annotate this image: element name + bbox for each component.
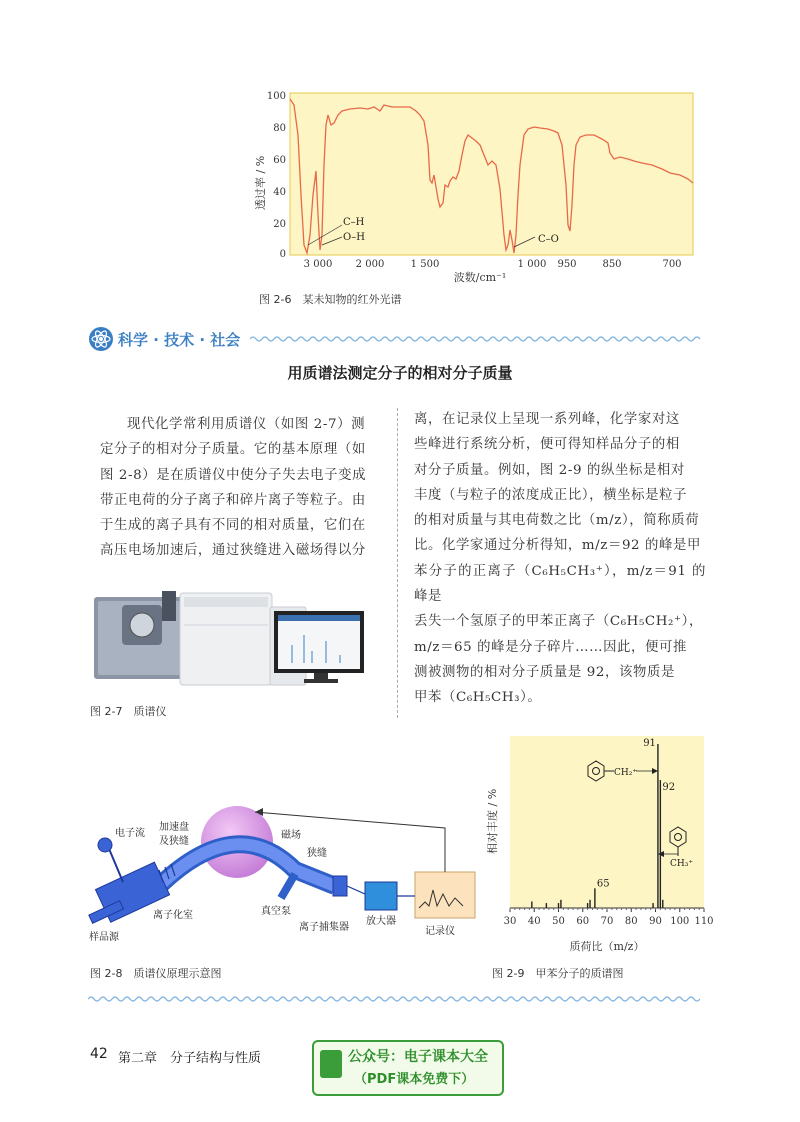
mass-spectrum-chart — [480, 730, 720, 960]
label-sample: 样品源 — [89, 932, 119, 943]
label-electron-flow: 电子流 — [115, 828, 145, 839]
label-accel: 加速盘 — [159, 822, 189, 833]
text-line: 甲苯（C₆H₅CH₃）。 — [414, 690, 542, 706]
column-divider — [397, 408, 398, 718]
label-collector: 离子捕集器 — [299, 922, 349, 933]
ir-xtick: 950 — [557, 259, 577, 270]
ion-collector — [333, 876, 347, 896]
ms-xlabel: 质荷比（m/z） — [569, 940, 645, 953]
text-line: 定分子的相对分子质量。它的基本原理（如 — [100, 442, 366, 458]
ms-xtick-label: 80 — [624, 916, 638, 927]
ir-ytick: 20 — [273, 219, 286, 230]
ir-x-axis — [304, 259, 682, 270]
text-line: 测被测物的相对分子质量是 92，该物质是 — [414, 664, 675, 680]
ir-ytick: 80 — [273, 123, 286, 134]
ms-xtick-label: 70 — [600, 916, 614, 927]
text-line: 现代化学常利用质谱仪（如图 2-7）测 — [127, 417, 366, 432]
ms-xtick-label: 30 — [503, 916, 517, 927]
ir-ann-oh: O–H — [343, 232, 365, 243]
atom-icon — [88, 326, 114, 352]
ir-ylabel: 透过率 / % — [254, 155, 267, 210]
watermark-stamp — [312, 1040, 504, 1096]
left-paragraph — [100, 412, 382, 564]
page-number: 42 — [90, 1046, 108, 1062]
text-line: 丰度（与粒子的浓度成正比），横坐标是粒子 — [414, 487, 688, 503]
fig27-caption: 图 2-7 质谱仪 — [90, 705, 167, 718]
fig29-caption: 图 2-9 甲苯分子的质谱图 — [492, 967, 624, 980]
label-slit: 狭缝 — [307, 848, 327, 859]
ir-xtick: 1 000 — [517, 259, 547, 270]
text-line: m/z＝65 的峰是分子碎片……因此，便可推 — [414, 639, 688, 655]
ion-91-label: CH₂⁺ — [614, 768, 638, 778]
ms-ylabel: 相对丰度 / % — [486, 788, 499, 854]
ir-caption: 图 2-6 某未知物的红外光谱 — [259, 293, 402, 306]
ir-ann-co: C–O — [538, 234, 559, 245]
amplifier-box — [365, 882, 397, 910]
fig28-caption: 图 2-8 质谱仪原理示意图 — [90, 967, 222, 980]
section-header — [88, 326, 700, 352]
mass-spectrometer-photo — [92, 585, 382, 695]
text-line: 丢失一个氢原子的甲苯正离子（C₆H₅CH₂⁺）， — [414, 614, 703, 630]
section-wavy-line — [250, 334, 702, 344]
text-line: 于生成的离子具有不同的相对质量，它们在 — [100, 518, 366, 534]
ir-xtick: 850 — [602, 259, 622, 270]
ms-xtick-label: 90 — [649, 916, 662, 927]
ion-92-label: CH₃⁺ — [670, 859, 694, 869]
ir-ann-ch: C–H — [343, 217, 365, 228]
label-ion-chamber: 离子化室 — [153, 910, 193, 921]
ms-peak-label: 91 — [643, 738, 656, 749]
ms-xtick-label: 110 — [694, 916, 714, 927]
book-icon — [320, 1050, 342, 1078]
ir-y-axis — [267, 91, 286, 260]
text-line: 带正电荷的分子离子和碎片离子等粒子。由 — [100, 492, 366, 508]
ir-ytick: 40 — [273, 187, 286, 198]
ms-peak-label: 65 — [596, 878, 610, 890]
text-line: 比。化学家通过分析得知，m/z＝92 的峰是甲 — [414, 538, 701, 554]
text-line: 些峰进行系统分析，便可得知样品分子的相 — [414, 437, 680, 453]
ir-xtick: 2 000 — [355, 259, 385, 270]
label-vacuum: 真空泵 — [261, 906, 291, 917]
section-label: 科学 · 技术 · 社会 — [118, 331, 241, 349]
text-line: 的相对质量与其电荷数之比（m/z），简称质荷 — [414, 513, 700, 529]
vacuum-pipe — [281, 874, 295, 898]
ir-xtick: 3 000 — [303, 259, 333, 270]
ir-plot-area — [290, 93, 693, 255]
text-line: 离，在记录仪上呈现一系列峰，化学家对这 — [414, 412, 680, 427]
ms-xtick-label: 40 — [527, 916, 541, 927]
ir-xtick: 700 — [662, 259, 682, 270]
label-magnetic: 磁场 — [281, 830, 301, 841]
text-line: 对分子质量。例如，图 2-9 的纵坐标是相对 — [414, 462, 685, 478]
stamp-line1: 公众号：电子课本大全 — [348, 1049, 488, 1065]
ir-ytick: 100 — [266, 91, 286, 102]
ir-xlabel: 波数/cm⁻¹ — [453, 271, 507, 284]
text-line: 高压电场加速后，通过狭缝进入磁场得以分 — [100, 543, 366, 559]
ir-spectrum-chart — [250, 85, 710, 285]
right-paragraph — [414, 407, 706, 711]
ms-xtick-label: 60 — [576, 916, 590, 927]
ms-principle-diagram — [85, 790, 480, 950]
bottom-wavy-line — [88, 994, 700, 1004]
text-line: 苯分子的正离子（C₆H₅CH₃⁺），m/z＝91 的峰是 — [414, 563, 706, 605]
recorder-box — [415, 872, 475, 918]
label-slit1: 及狭缝 — [159, 836, 189, 847]
text-line: 图 2-8）是在质谱仪中使分子失去电子变成 — [100, 467, 367, 483]
chapter-title: 第二章 分子结构与性质 — [118, 1051, 262, 1066]
ms-xtick-label: 100 — [670, 916, 690, 927]
ms-peak-label: 92 — [662, 782, 676, 794]
stamp-line2: （PDF课本免费下） — [354, 1072, 475, 1087]
electron-source — [98, 838, 112, 852]
ir-xtick: 1 500 — [410, 259, 440, 270]
label-recorder: 记录仪 — [425, 926, 455, 937]
section-title: 用质谱法测定分子的相对分子质量 — [287, 364, 513, 382]
ms-xtick-label: 50 — [552, 916, 565, 927]
label-amplifier: 放大器 — [366, 916, 396, 927]
ir-ytick: 0 — [279, 249, 286, 260]
ir-ytick: 60 — [273, 155, 286, 166]
ms-x-axis — [504, 908, 714, 927]
